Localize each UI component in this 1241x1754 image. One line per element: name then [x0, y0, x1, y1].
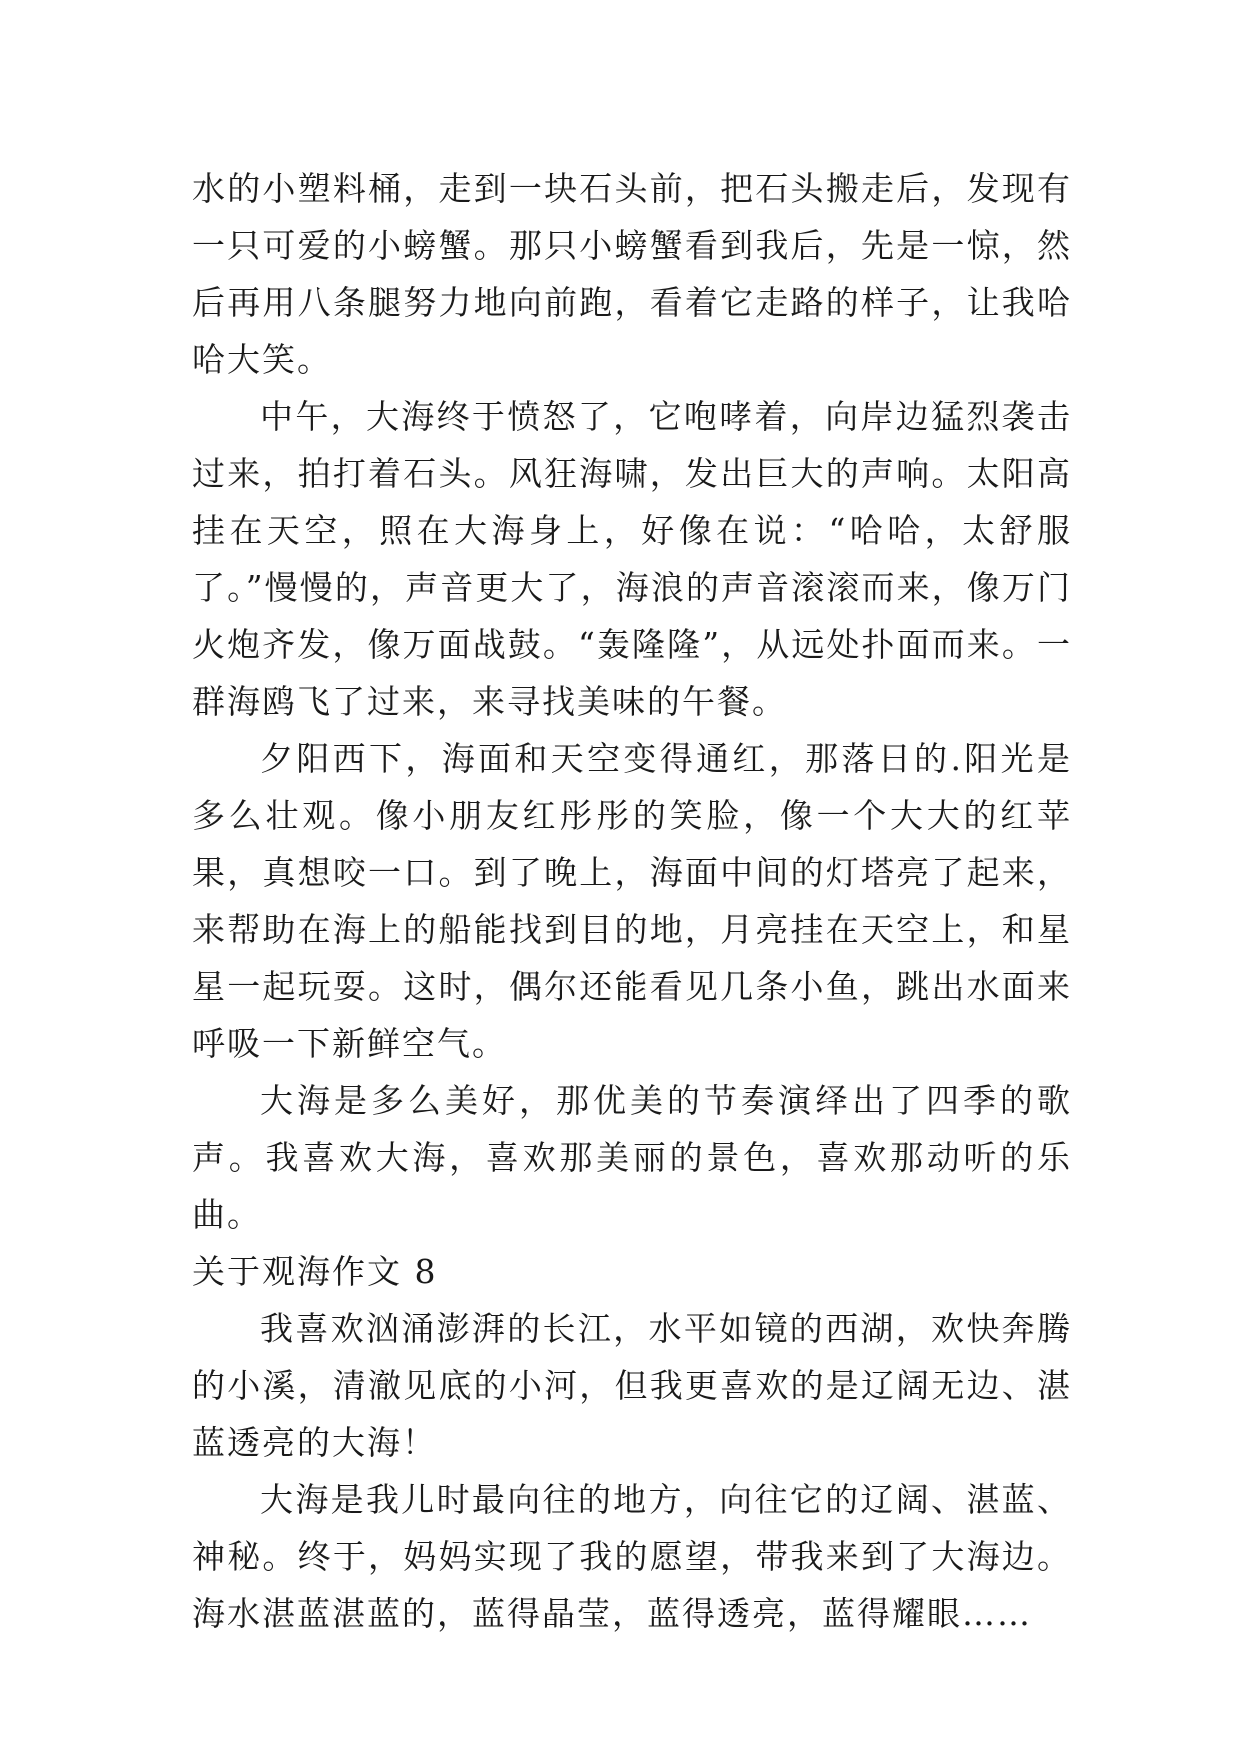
paragraph-sunset: 夕阳西下，海面和天空变得通红，那落日的.阳光是多么壮观。像小朋友红彤彤的笑脸，像一个大大的红苹果，真想咬一口。到了晚上，海面中间的灯塔亮了起来，来帮助在海上的船能找到目的地，月亮挂在天空上，和星星一起玩耍。这时，偶尔还能看见几条小鱼，跳出水面来呼吸一下新鲜空气。	[192, 739, 1072, 1063]
paragraph-conclusion: 大海是多么美好，那优美的节奏演绎出了四季的歌声。我喜欢大海，喜欢那美丽的景色，喜欢那动听的乐曲。	[192, 1081, 1072, 1234]
paragraph-noon-sea: 中午，大海终于愤怒了，它咆哮着，向岸边猛烈袭击过来，拍打着石头。风狂海啸，发出巨大的声响。太阳高挂在天空，照在大海身上，好像在说：“哈哈，太舒服了。”慢慢的，声音更大了，海浪的声音滚滚而来，像万门火炮齐发，像万面战鼓。“轰隆隆”，从远处扑面而来。一群海鸥飞了过来，来寻找美味的午餐。	[192, 397, 1072, 721]
section-title: 关于观海作文 8	[192, 1252, 438, 1291]
paragraph-childhood: 大海是我儿时最向往的地方，向往它的辽阔、湛蓝、神秘。终于，妈妈实现了我的愿望，带我来到了大海边。海水湛蓝湛蓝的，蓝得晶莹，蓝得透亮，蓝得耀眼……	[192, 1480, 1072, 1633]
paragraph-crab: 水的小塑料桶，走到一块石头前，把石头搬走后，发现有一只可爱的小螃蟹。那只小螃蟹看到我后，先是一惊，然后再用八条腿努力地向前跑，看着它走路的样子，让我哈哈大笑。	[192, 169, 1072, 379]
paragraph-intro: 我喜欢汹涌澎湃的长江，水平如镜的西湖，欢快奔腾的小溪，清澈见底的小河，但我更喜欢的是辽阔无边、湛蓝透亮的大海！	[192, 1309, 1072, 1462]
document-body	[192, 160, 1072, 1642]
